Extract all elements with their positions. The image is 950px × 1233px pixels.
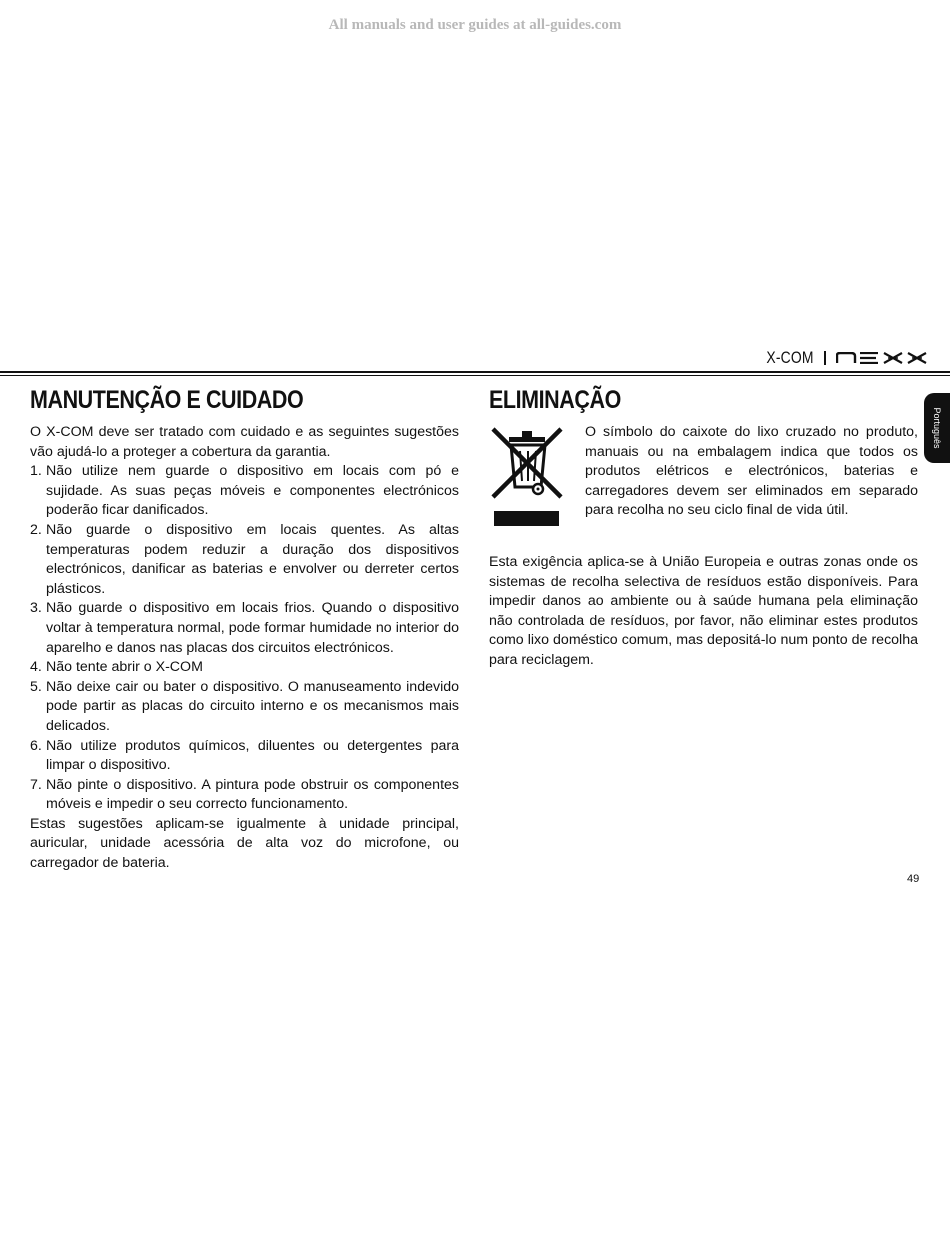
crossed-out-wheelie-bin-icon — [489, 425, 571, 529]
list-item-number: 3. — [30, 600, 42, 617]
list-item-text: Não pinte o dispositivo. A pintura pode obstruir os componentes móveis e impedir o seu correcto funcionamento. — [46, 776, 459, 813]
header-rule-thin — [0, 375, 950, 376]
disposal-title: ELIMINAÇÃO — [489, 386, 621, 414]
list-item-text: Não utilize produtos químicos, diluentes ou detergentes para limpar o dispositivo. — [46, 737, 459, 774]
watermark: All manuals and user guides at all-guides.com — [328, 17, 622, 33]
list-item-text: Não guarde o dispositivo em locais frios. Quando o dispositivo voltar à temperatura normal, pode formar humidade no interior do aparelho e danos nas placas dos circuitos electrónicos. — [46, 600, 459, 656]
list-item-number: 5. — [30, 678, 42, 695]
language-tab — [924, 393, 950, 463]
nexx-logo — [836, 352, 928, 364]
maintenance-outro: Estas sugestões aplicam-se igualmente à unidade principal, auricular, unidade acessória de alta voz do microfone, ou carregador de bateria. — [30, 815, 459, 872]
list-item-number: 4. — [30, 659, 42, 676]
maintenance-intro: O X-COM deve ser tratado com cuidado e as seguintes sugestões vão ajudá-lo a proteger a cobertura da garantia. — [30, 424, 459, 460]
disposal-paragraph-2: Esta exigência aplica-se à União Europeia e outras zonas onde os sistemas de recolha selectiva de resíduos estão disponíveis. Para impedir danos ao ambiente ou à saúde humana pela eliminação não controlada de resíduos, por favor, não eliminar estes produtos como lixo doméstico comum, mas depositá-lo num ponto de recolha para reciclagem. — [489, 554, 918, 668]
page-number: 49 — [907, 873, 920, 885]
language-tab-label: Português — [932, 407, 942, 449]
list-item — [30, 776, 459, 815]
list-item-text: Não tente abrir o X-COM — [46, 659, 203, 676]
maintenance-list — [30, 462, 459, 815]
maintenance-section — [30, 385, 459, 874]
disposal-section — [489, 385, 918, 671]
list-item — [30, 658, 459, 678]
header-rule-thick — [0, 371, 950, 373]
disposal-paragraph-1: O símbolo do caixote do lixo cruzado no produto, manuais ou na embalagem indica que todos os produtos elétricos e electrónicos, baterias e carregadores devem ser eliminados em separado para recolha no seu ciclo final de vida útil. — [585, 424, 918, 519]
list-item — [30, 521, 459, 599]
disposal-symbol-block — [489, 423, 918, 533]
maintenance-title: MANUTENÇÃO E CUIDADO — [30, 386, 304, 414]
product-name: X-COM — [766, 348, 814, 367]
list-item — [30, 678, 459, 737]
list-item-text: Não deixe cair ou bater o dispositivo. O manuseamento indevido pode partir as placas do circuito interno e os mecanismos mais delicados. — [46, 678, 459, 734]
list-item-number: 2. — [30, 521, 42, 538]
list-item — [30, 462, 459, 521]
list-item-number: 1. — [30, 463, 42, 480]
list-item-text: Não utilize nem guarde o dispositivo em locais com pó e sujidade. As suas peças móveis e componentes electrónicos poderão ficar danificados. — [46, 463, 459, 519]
list-item-text: Não guarde o dispositivo em locais quentes. As altas temperaturas podem reduzir a duração dos dispositivos electrónicos, danificar as baterias e envolver ou derreter certos plásticos. — [46, 521, 459, 597]
list-item — [30, 599, 459, 658]
list-item — [30, 737, 459, 776]
list-item-number: 6. — [30, 737, 42, 754]
page-header-brand — [756, 348, 928, 368]
list-item-number: 7. — [30, 776, 42, 793]
header-separator — [824, 351, 826, 365]
